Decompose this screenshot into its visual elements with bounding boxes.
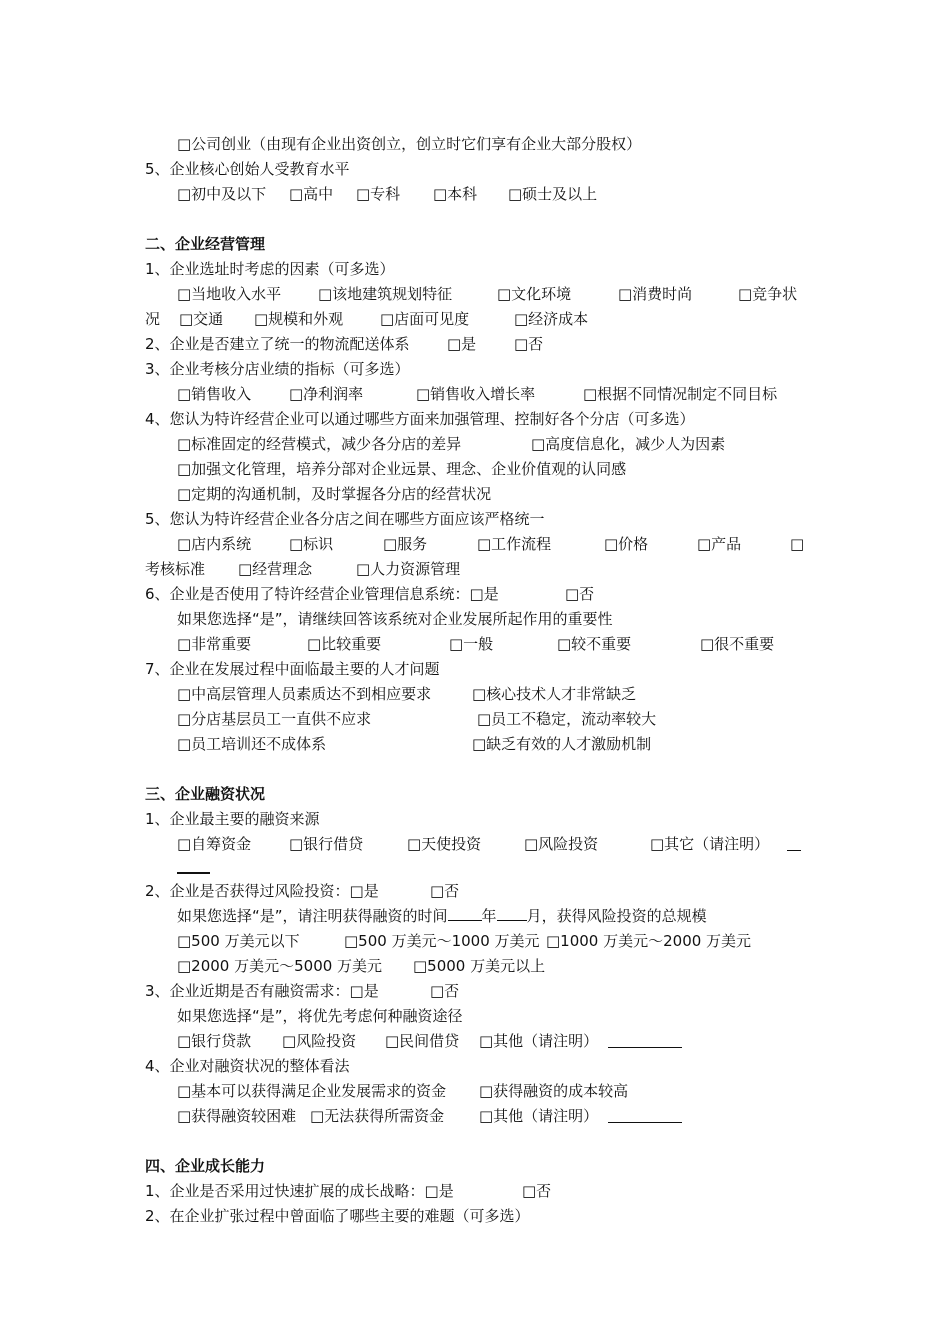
question-financing-need: 3、企业近期是否有融资需求：□是: [145, 982, 379, 1000]
question-founder-education: 5、企业核心创始人受教育水平: [145, 160, 350, 178]
option-other-view[interactable]: □其他（请注明）: [479, 1107, 599, 1125]
option-communication[interactable]: □定期的沟通机制，及时掌握各分店的经营状况: [177, 485, 492, 503]
option-logo[interactable]: □标识: [289, 535, 334, 553]
option-need-no[interactable]: □否: [430, 982, 460, 1000]
option-assessment-label: 考核标准: [145, 560, 206, 578]
option-bachelor[interactable]: □本科: [433, 185, 478, 203]
option-senior-quality[interactable]: □中高层管理人员素质达不到相应要求: [177, 685, 432, 703]
year-blank[interactable]: [448, 906, 482, 921]
option-incentive[interactable]: □缺乏有效的人才激励机制: [472, 735, 652, 753]
option-venture-capital[interactable]: □风险投资: [282, 1032, 357, 1050]
option-net-margin[interactable]: □净利润率: [289, 385, 364, 403]
option-culture-env[interactable]: □文化环境: [497, 285, 572, 303]
text-vc-time: 如果您选择“是”，请注明获得融资的时间: [177, 907, 448, 925]
option-mis-no[interactable]: □否: [565, 585, 595, 603]
option-bank-credit[interactable]: □银行贷款: [177, 1032, 252, 1050]
option-assessment-box[interactable]: □: [790, 535, 805, 553]
option-junior-high[interactable]: □初中及以下: [177, 185, 267, 203]
option-custom-targets[interactable]: □根据不同情况制定不同目标: [583, 385, 778, 403]
option-visibility[interactable]: □店面可见度: [380, 310, 470, 328]
option-5m-10m[interactable]: □500 万美元～1000 万美元: [344, 932, 540, 950]
other-source-blank-cont[interactable]: [177, 858, 210, 874]
option-logistics-yes[interactable]: □是: [447, 335, 477, 353]
text-mis-followup: 如果您选择“是”，请继续回答该系统对企业发展所起作用的重要性: [177, 610, 613, 628]
option-other-route[interactable]: □其他（请注明）: [479, 1032, 599, 1050]
other-view-blank[interactable]: [608, 1108, 682, 1123]
option-very-important[interactable]: □非常重要: [177, 635, 252, 653]
option-logistics-no[interactable]: □否: [514, 335, 544, 353]
other-route-blank[interactable]: [608, 1033, 682, 1048]
question-unification: 5、您认为特许经营企业各分店之间在哪些方面应该严格统一: [145, 510, 545, 528]
option-expansion-no[interactable]: □否: [522, 1182, 552, 1200]
text-vc-scale: 月，获得风险投资的总规模: [526, 907, 707, 925]
option-company-startup[interactable]: □公司创业（由现有企业出资创立，创立时它们享有企业大部分股权）: [177, 135, 642, 153]
option-traffic[interactable]: □交通: [179, 310, 224, 328]
option-basic-satisfied[interactable]: □基本可以获得满足企业发展需求的资金: [177, 1082, 447, 1100]
option-culture-management[interactable]: □加强文化管理，培养分部对企业远景、理念、企业价值观的认同感: [177, 460, 627, 478]
option-high-turnover[interactable]: □员工不稳定，流动率较大: [477, 710, 657, 728]
option-difficult[interactable]: □获得融资较困难: [177, 1107, 297, 1125]
option-store-system[interactable]: □店内系统: [177, 535, 252, 553]
option-standard-model[interactable]: □标准固定的经营模式，减少各分店的差异: [177, 435, 462, 453]
option-venture[interactable]: □风险投资: [524, 835, 599, 853]
question-kpi: 3、企业考核分店业绩的指标（可多选）: [145, 360, 410, 378]
question-rapid-expansion: 1、企业是否采用过快速扩展的成长战略：□是: [145, 1182, 454, 1200]
option-workflow[interactable]: □工作流程: [477, 535, 552, 553]
option-important[interactable]: □比较重要: [307, 635, 382, 653]
option-business-philosophy[interactable]: □经营理念: [238, 560, 313, 578]
option-service[interactable]: □服务: [383, 535, 428, 553]
option-economic-cost[interactable]: □经济成本: [514, 310, 589, 328]
option-angel[interactable]: □天使投资: [407, 835, 482, 853]
option-not-important[interactable]: □很不重要: [700, 635, 775, 653]
option-tech-shortage[interactable]: □核心技术人才非常缺乏: [472, 685, 637, 703]
question-funding-source: 1、企业最主要的融资来源: [145, 810, 320, 828]
option-private-lending[interactable]: □民间借贷: [385, 1032, 460, 1050]
option-local-income[interactable]: □当地收入水平: [177, 285, 282, 303]
option-vc-no[interactable]: □否: [430, 882, 460, 900]
question-site-factors: 1、企业选址时考虑的因素（可多选）: [145, 260, 395, 278]
question-logistics: 2、企业是否建立了统一的物流配送体系: [145, 335, 410, 353]
option-sales-growth[interactable]: □销售收入增长率: [416, 385, 536, 403]
question-vc-received: 2、企业是否获得过风险投资：□是: [145, 882, 379, 900]
option-product[interactable]: □产品: [697, 535, 742, 553]
option-college[interactable]: □专科: [356, 185, 401, 203]
option-building-planning[interactable]: □该地建筑规划特征: [318, 285, 453, 303]
other-source-blank[interactable]: [787, 836, 801, 851]
option-unavailable[interactable]: □无法获得所需资金: [310, 1107, 445, 1125]
text-year: 年: [481, 907, 497, 925]
option-training[interactable]: □员工培训还不成体系: [177, 735, 327, 753]
option-less-important[interactable]: □较不重要: [557, 635, 632, 653]
option-above-50m[interactable]: □5000 万美元以上: [413, 957, 546, 975]
option-informatization[interactable]: □高度信息化，减少人为因素: [531, 435, 726, 453]
option-price[interactable]: □价格: [604, 535, 649, 553]
text-need-followup: 如果您选择“是”，将优先考虑何种融资途径: [177, 1007, 463, 1025]
option-neutral[interactable]: □一般: [449, 635, 494, 653]
option-20m-50m[interactable]: □2000 万美元～5000 万美元: [177, 957, 383, 975]
option-consumer-trend[interactable]: □消费时尚: [618, 285, 693, 303]
question-management-control: 4、您认为特许经营企业可以通过哪些方面来加强管理、控制好各个分店（可多选）: [145, 410, 695, 428]
text-vc-followup: [177, 906, 707, 926]
option-hr-management[interactable]: □人力资源管理: [356, 560, 461, 578]
section-heading-growth: 四、企业成长能力: [145, 1157, 266, 1175]
question-financing-view: 4、企业对融资状况的整体看法: [145, 1057, 350, 1075]
section-heading-management: 二、企业经营管理: [145, 235, 266, 253]
option-scale-appearance[interactable]: □规模和外观: [254, 310, 344, 328]
option-high-school[interactable]: □高中: [289, 185, 334, 203]
option-high-cost[interactable]: □获得融资的成本较高: [479, 1082, 629, 1100]
option-self-funded[interactable]: □自筹资金: [177, 835, 252, 853]
option-sales-revenue[interactable]: □销售收入: [177, 385, 252, 403]
option-10m-20m[interactable]: □1000 万美元～2000 万美元: [546, 932, 752, 950]
option-bank-loan[interactable]: □银行借贷: [289, 835, 364, 853]
option-staff-shortage[interactable]: □分店基层员工一直供不应求: [177, 710, 372, 728]
text-competition-cont: 况: [145, 310, 161, 328]
question-talent: 7、企业在发展过程中面临最主要的人才问题: [145, 660, 440, 678]
option-other-source[interactable]: □其它（请注明）: [650, 835, 770, 853]
section-heading-financing: 三、企业融资状况: [145, 785, 266, 803]
question-mis: 6、企业是否使用了特许经营企业管理信息系统：□是: [145, 585, 499, 603]
question-expansion-difficulties: 2、在企业扩张过程中曾面临了哪些主要的难题（可多选）: [145, 1207, 530, 1225]
option-master-above[interactable]: □硕士及以上: [508, 185, 598, 203]
option-under-5m[interactable]: □500 万美元以下: [177, 932, 300, 950]
option-competition[interactable]: □竞争状: [738, 285, 798, 303]
month-blank[interactable]: [497, 906, 527, 921]
